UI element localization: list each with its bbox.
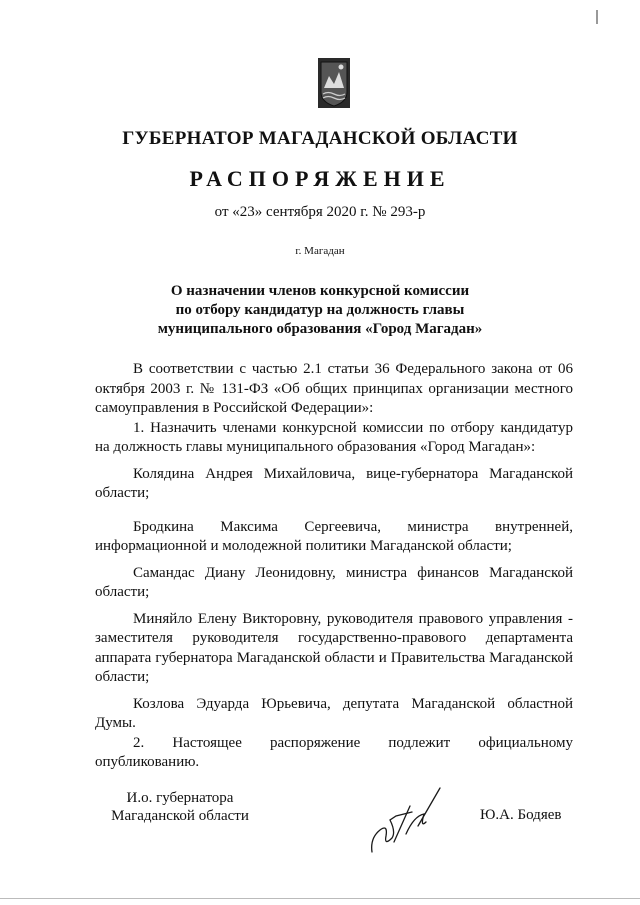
member-paragraph: Миняйло Елену Викторовну, руководителя правового управления - заместителя руководителя государственно-правового департамента аппарата губернатора Магаданской области и Правительства Магаданской области; [95,610,573,685]
position-line: И.о. губернатора [126,790,234,806]
document-body [95,360,573,773]
signatory-name: Ю.А. Бодяев [480,807,562,823]
signature-icon [366,786,446,858]
position-line: Магаданской области [111,808,249,824]
member-paragraph: Колядина Андрея Михайловича, вице-губернатора Магаданской области; [95,465,573,501]
title-line: по отбору кандидатур на должность главы [175,302,465,318]
handwritten-signature [366,786,446,858]
document-date-number: от «23» сентября 2020 г. № 293-р [214,204,426,220]
preamble-paragraph: В соответствии с частью 2.1 статьи 36 Федерального закона от 06 октября 2003 г. № 131-ФЗ «Об общих принципах организации местного самоуправления в Российской Федерации»: [95,361,573,416]
title-line: муниципального образования «Город Магадан» [157,321,483,337]
item-2-paragraph: 2. Настоящее распоряжение подлежит официальному опубликованию. [95,734,573,770]
member-paragraph: Самандас Диану Леонидовну, министра финансов Магаданской области; [95,564,573,600]
item-1-paragraph: 1. Назначить членами конкурсной комиссии по отбору кандидатур на должность главы муниципального образования «Город Магадан»: [95,419,573,455]
member-paragraph: Козлова Эдуарда Юрьевича, депутата Магаданской областной Думы. [95,695,573,731]
title-line: О назначении членов конкурсной комиссии [170,283,470,299]
coat-of-arms-emblem [318,58,350,108]
scan-mark [596,10,598,24]
page-bottom-edge [0,898,640,899]
coat-of-arms-icon [318,58,350,108]
document-type: РАСПОРЯЖЕНИЕ [189,166,451,191]
document-title [0,282,640,339]
issuing-authority: ГУБЕРНАТОР МАГАДАНСКОЙ ОБЛАСТИ [122,128,518,149]
document-city: г. Магадан [295,245,345,257]
signatory-position [95,789,265,825]
member-paragraph: Бродкина Максима Сергеевича, министра внутренней, информационной и молодежной политики Магаданской области; [95,518,573,554]
